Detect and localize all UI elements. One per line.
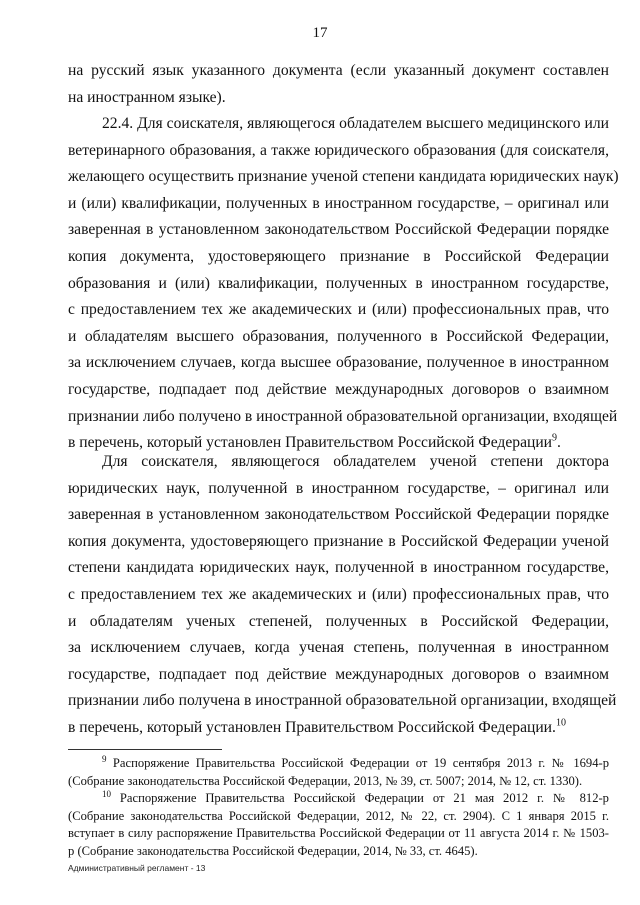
footnotes xyxy=(68,755,609,860)
footnote-10 xyxy=(68,790,609,860)
paragraph-doctor-of-law xyxy=(68,449,617,742)
text-line: и (или) квалификации, полученных в иностранном государстве, – оригинал или xyxy=(68,194,609,212)
text-line: на русский язык указанного документа (если указанный документ составлен xyxy=(68,62,609,79)
running-footer: Административный регламент - 13 xyxy=(68,863,206,873)
text-line: с предоставлением тех же академических и (или) профессиональных прав, что xyxy=(68,301,609,319)
text-line: ветеринарного образования, а также юридического образования (для соискателя, xyxy=(68,141,609,159)
footnote-divider xyxy=(68,749,222,750)
text-line: признании либо получено в иностранной образовательной организации, входящей xyxy=(68,407,618,425)
text-line: желающего осуществить признание ученой степени кандидата юридических наук) xyxy=(68,168,619,186)
text-line: образования и (или) квалификации, полученных в иностранном государстве, xyxy=(68,274,609,292)
text-line: с предоставлением тех же академических и (или) профессиональных прав, что xyxy=(68,585,609,603)
text-line: юридических наук, полученной в иностранном государстве, – оригинал или xyxy=(68,479,609,497)
footnote-mark: 10 xyxy=(102,789,111,800)
footnote-line: р (Собрание законодательства Российской Федерации, 2014, № 33, ст. 4645). xyxy=(68,843,478,858)
text-line: копия документа, удостоверяющего признание в Российской Федерации ученой xyxy=(68,532,609,550)
text-line: Для соискателя, являющегося обладателем ученой степени доктора xyxy=(102,453,609,470)
footnote-reference[interactable]: 10 xyxy=(555,717,566,729)
footnote-reference[interactable]: 9 xyxy=(552,432,558,444)
text-line: степени кандидата юридических наук, полученной в иностранном государстве, xyxy=(68,559,609,577)
footnote-9 xyxy=(68,755,609,790)
text-line: за исключением случаев, когда высшее образование, полученное в иностранном xyxy=(68,354,609,372)
text-line: в перечень, который установлен Правительством Российской Федерации. xyxy=(68,718,556,736)
footnote-line xyxy=(68,755,609,773)
text-line: на иностранном языке). xyxy=(68,88,226,106)
text-line: заверенная в установленном законодательством Российской Федерации порядке xyxy=(68,506,609,524)
footnote-mark: 9 xyxy=(102,754,107,765)
sentence-end: . xyxy=(557,434,561,452)
text-line: признании либо получена в иностранной образовательной организации, входящей xyxy=(68,692,617,710)
text-line: 22.4. Для соискателя, являющегося обладателем высшего медицинского или xyxy=(102,115,609,132)
footnote-text: Распоряжение Правительства Российской Федерации от 21 мая 2012 г. № 812-р xyxy=(119,791,609,805)
text-line: копия документа, удостоверяющего признание в Российской Федерации xyxy=(68,247,609,265)
footnote-line: вступает в силу распоряжение Правительства Российской Федерации от 11 августа 2014 г. № 1503- xyxy=(68,826,609,840)
footnote-text: Распоряжение Правительства Российской Федерации от 19 сентября 2013 г. № 1694-р xyxy=(112,756,609,770)
text-line: и обладателям ученых степеней, полученных в Российской Федерации, xyxy=(68,612,609,630)
footnote-line xyxy=(68,790,609,808)
footnote-line: (Собрание законодательства Российской Федерации, 2013, № 39, ст. 5007; 2014, № 12, ст. 1330). xyxy=(68,773,583,788)
footnote-line: (Собрание законодательства Российской Федерации, 2012, № 22, ст. 2904). С 1 января 2015 г. xyxy=(68,808,609,823)
text-line: государстве, подпадает под действие международных договоров о взаимном xyxy=(68,665,609,683)
paragraph-22-4 xyxy=(68,111,619,457)
text-line: государстве, подпадает под действие международных договоров о взаимном xyxy=(68,380,609,398)
paragraph-continuation xyxy=(68,58,609,111)
text-line: в перечень, который установлен Правительством Российской Федерации xyxy=(68,434,553,452)
text-line: заверенная в установленном законодательством Российской Федерации порядке xyxy=(68,221,609,239)
text-line: за исключением случаев, когда ученая степень, полученная в иностранном xyxy=(68,639,609,657)
page-number: 17 xyxy=(312,25,328,41)
text-line-with-footnote xyxy=(68,715,609,742)
text-line: и обладателям высшего образования, полученного в Российской Федерации, xyxy=(68,327,609,345)
